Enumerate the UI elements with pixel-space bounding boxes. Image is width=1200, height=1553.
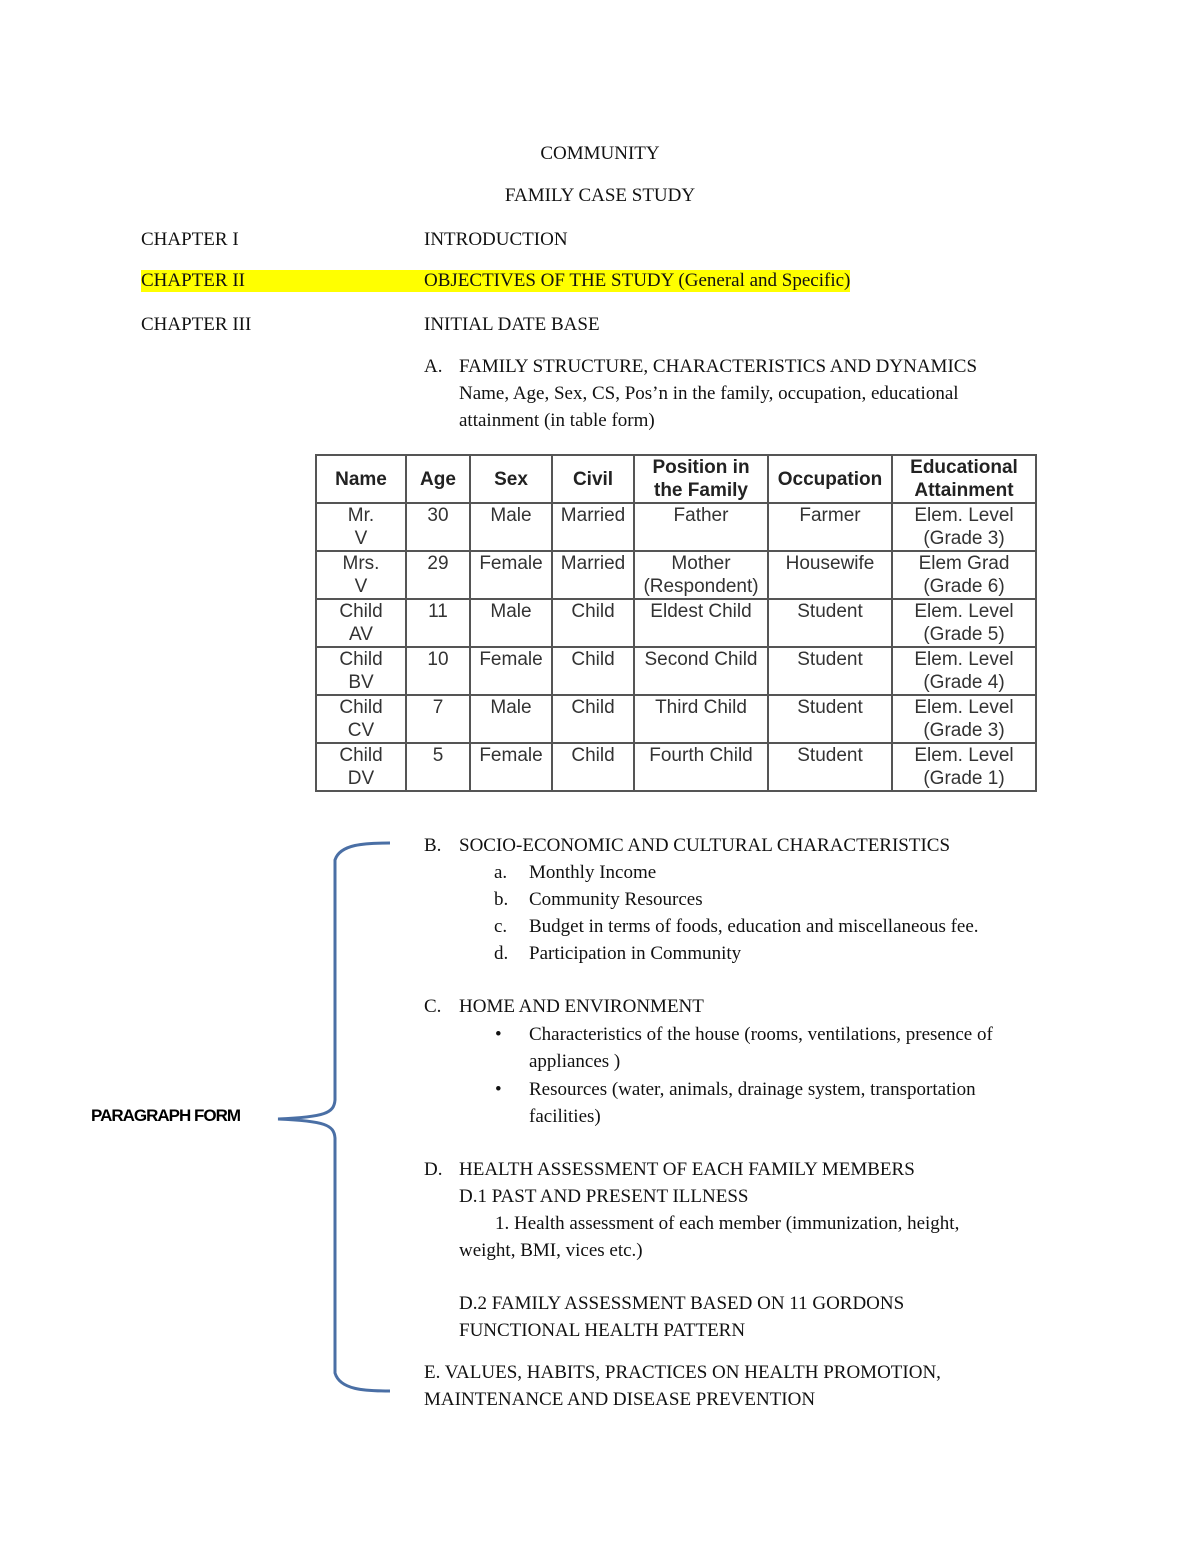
- table-cell: Student: [768, 647, 892, 695]
- chapter-title: INITIAL DATE BASE: [424, 314, 600, 335]
- table-row: [316, 743, 1036, 791]
- bullet-continuation: appliances ): [529, 1051, 621, 1072]
- table-cell: Elem. Level (Grade 4): [892, 647, 1036, 695]
- chapter-title: INTRODUCTION: [424, 229, 568, 250]
- table-row: [316, 647, 1036, 695]
- table-cell: Student: [768, 743, 892, 791]
- table-row: [316, 551, 1036, 599]
- bullet-icon: •: [495, 1079, 502, 1100]
- table-cell: Third Child: [634, 695, 768, 743]
- table-cell: Mr. V: [316, 503, 406, 551]
- chapter-title: OBJECTIVES OF THE STUDY (General and Specific): [424, 270, 851, 291]
- table-cell: Elem. Level (Grade 1): [892, 743, 1036, 791]
- table-cell: Mother (Respondent): [634, 551, 768, 599]
- table-cell: Elem. Level (Grade 5): [892, 599, 1036, 647]
- section-c-heading: [424, 996, 704, 1018]
- col-header-name: Name: [316, 455, 406, 503]
- list-item: b. Community Resources: [494, 889, 703, 910]
- table-cell: Child AV: [316, 599, 406, 647]
- chapter-row-1: [141, 229, 911, 255]
- section-heading: FAMILY STRUCTURE, CHARACTERISTICS AND DYNAMICS: [459, 356, 978, 377]
- section-letter: A.: [424, 356, 443, 377]
- col-header-position: Position in the Family: [634, 455, 768, 503]
- table-cell: 29: [406, 551, 470, 599]
- d1-item-continuation: weight, BMI, vices etc.): [459, 1240, 643, 1261]
- section-d-heading: [424, 1159, 915, 1181]
- table-cell: Male: [470, 503, 552, 551]
- table-cell: Married: [552, 503, 634, 551]
- col-header-civil: Civil: [552, 455, 634, 503]
- table-cell: Child: [552, 647, 634, 695]
- table-cell: Child: [552, 743, 634, 791]
- table-cell: Farmer: [768, 503, 892, 551]
- chapter-label: CHAPTER III: [141, 314, 252, 335]
- document-title: COMMUNITY: [540, 143, 660, 164]
- table-cell: Child BV: [316, 647, 406, 695]
- col-header-sex: Sex: [470, 455, 552, 503]
- d1-item: 1. Health assessment of each member (immunization, height,: [495, 1213, 960, 1234]
- section-e-continuation: MAINTENANCE AND DISEASE PREVENTION: [424, 1389, 816, 1410]
- bullet-icon: •: [495, 1024, 502, 1045]
- subsection-d1: D.1 PAST AND PRESENT ILLNESS: [459, 1186, 749, 1207]
- family-table: [315, 454, 1037, 792]
- table-cell: Elem. Level (Grade 3): [892, 695, 1036, 743]
- chapter-label: CHAPTER II: [141, 270, 289, 292]
- table-cell: Mrs. V: [316, 551, 406, 599]
- table-cell: Married: [552, 551, 634, 599]
- table-cell: Child CV: [316, 695, 406, 743]
- col-header-education: Educational Attainment: [892, 455, 1036, 503]
- table-cell: 11: [406, 599, 470, 647]
- col-header-occupation: Occupation: [768, 455, 892, 503]
- col-header-age: Age: [406, 455, 470, 503]
- section-heading: SOCIO-ECONOMIC AND CULTURAL CHARACTERISTICS: [459, 835, 951, 856]
- document-subtitle: FAMILY CASE STUDY: [504, 185, 696, 206]
- table-cell: Eldest Child: [634, 599, 768, 647]
- table-row: [316, 599, 1036, 647]
- table-cell: Child: [552, 695, 634, 743]
- bullet-item: • Resources (water, animals, drainage system, transportation: [495, 1079, 976, 1100]
- section-b-heading: [424, 835, 950, 857]
- section-a-line: attainment (in table form): [459, 410, 655, 431]
- list-item: d. Participation in Community: [494, 943, 742, 964]
- table-cell: Second Child: [634, 647, 768, 695]
- section-letter: B.: [424, 835, 442, 856]
- table-cell: 10: [406, 647, 470, 695]
- section-letter: D.: [424, 1159, 443, 1180]
- subsection-d2: D.2 FAMILY ASSESSMENT BASED ON 11 GORDONS: [459, 1293, 905, 1314]
- section-a-heading: [424, 356, 977, 378]
- bullet-continuation: facilities): [529, 1106, 601, 1127]
- table-cell: 30: [406, 503, 470, 551]
- list-item: c. Budget in terms of foods, education and miscellaneous fee.: [494, 916, 979, 937]
- table-cell: Female: [470, 551, 552, 599]
- list-item: a. Monthly Income: [494, 862, 657, 883]
- table-header-row: [316, 455, 1036, 503]
- table-cell: Female: [470, 743, 552, 791]
- table-cell: Child DV: [316, 743, 406, 791]
- table-cell: Male: [470, 695, 552, 743]
- table-cell: Male: [470, 599, 552, 647]
- table-cell: Student: [768, 599, 892, 647]
- table-cell: 7: [406, 695, 470, 743]
- bracket-brace: [270, 838, 400, 1398]
- section-e-heading: E. VALUES, HABITS, PRACTICES ON HEALTH PROMOTION,: [424, 1362, 941, 1383]
- table-cell: Child: [552, 599, 634, 647]
- subsection-d2-continuation: FUNCTIONAL HEALTH PATTERN: [459, 1320, 746, 1341]
- table-cell: Elem Grad (Grade 6): [892, 551, 1036, 599]
- table-cell: Female: [470, 647, 552, 695]
- chapter-row-2: [141, 270, 911, 296]
- section-letter: C.: [424, 996, 442, 1017]
- section-heading: HOME AND ENVIRONMENT: [459, 996, 704, 1017]
- bullet-item: • Characteristics of the house (rooms, ventilations, presence of: [495, 1024, 993, 1045]
- table-cell: Housewife: [768, 551, 892, 599]
- table-cell: Father: [634, 503, 768, 551]
- table-cell: 5: [406, 743, 470, 791]
- paragraph-form-label: PARAGRAPH FORM: [91, 1106, 241, 1125]
- section-a-line: Name, Age, Sex, CS, Pos’n in the family, occupation, educational: [459, 383, 959, 404]
- table-cell: Student: [768, 695, 892, 743]
- table-row: [316, 695, 1036, 743]
- chapter-label: CHAPTER I: [141, 229, 239, 250]
- chapter-row-3: [141, 314, 911, 340]
- table-cell: Fourth Child: [634, 743, 768, 791]
- section-heading: HEALTH ASSESSMENT OF EACH FAMILY MEMBERS: [459, 1159, 915, 1180]
- table-cell: Elem. Level (Grade 3): [892, 503, 1036, 551]
- table-row: [316, 503, 1036, 551]
- highlight-gap: [289, 270, 424, 292]
